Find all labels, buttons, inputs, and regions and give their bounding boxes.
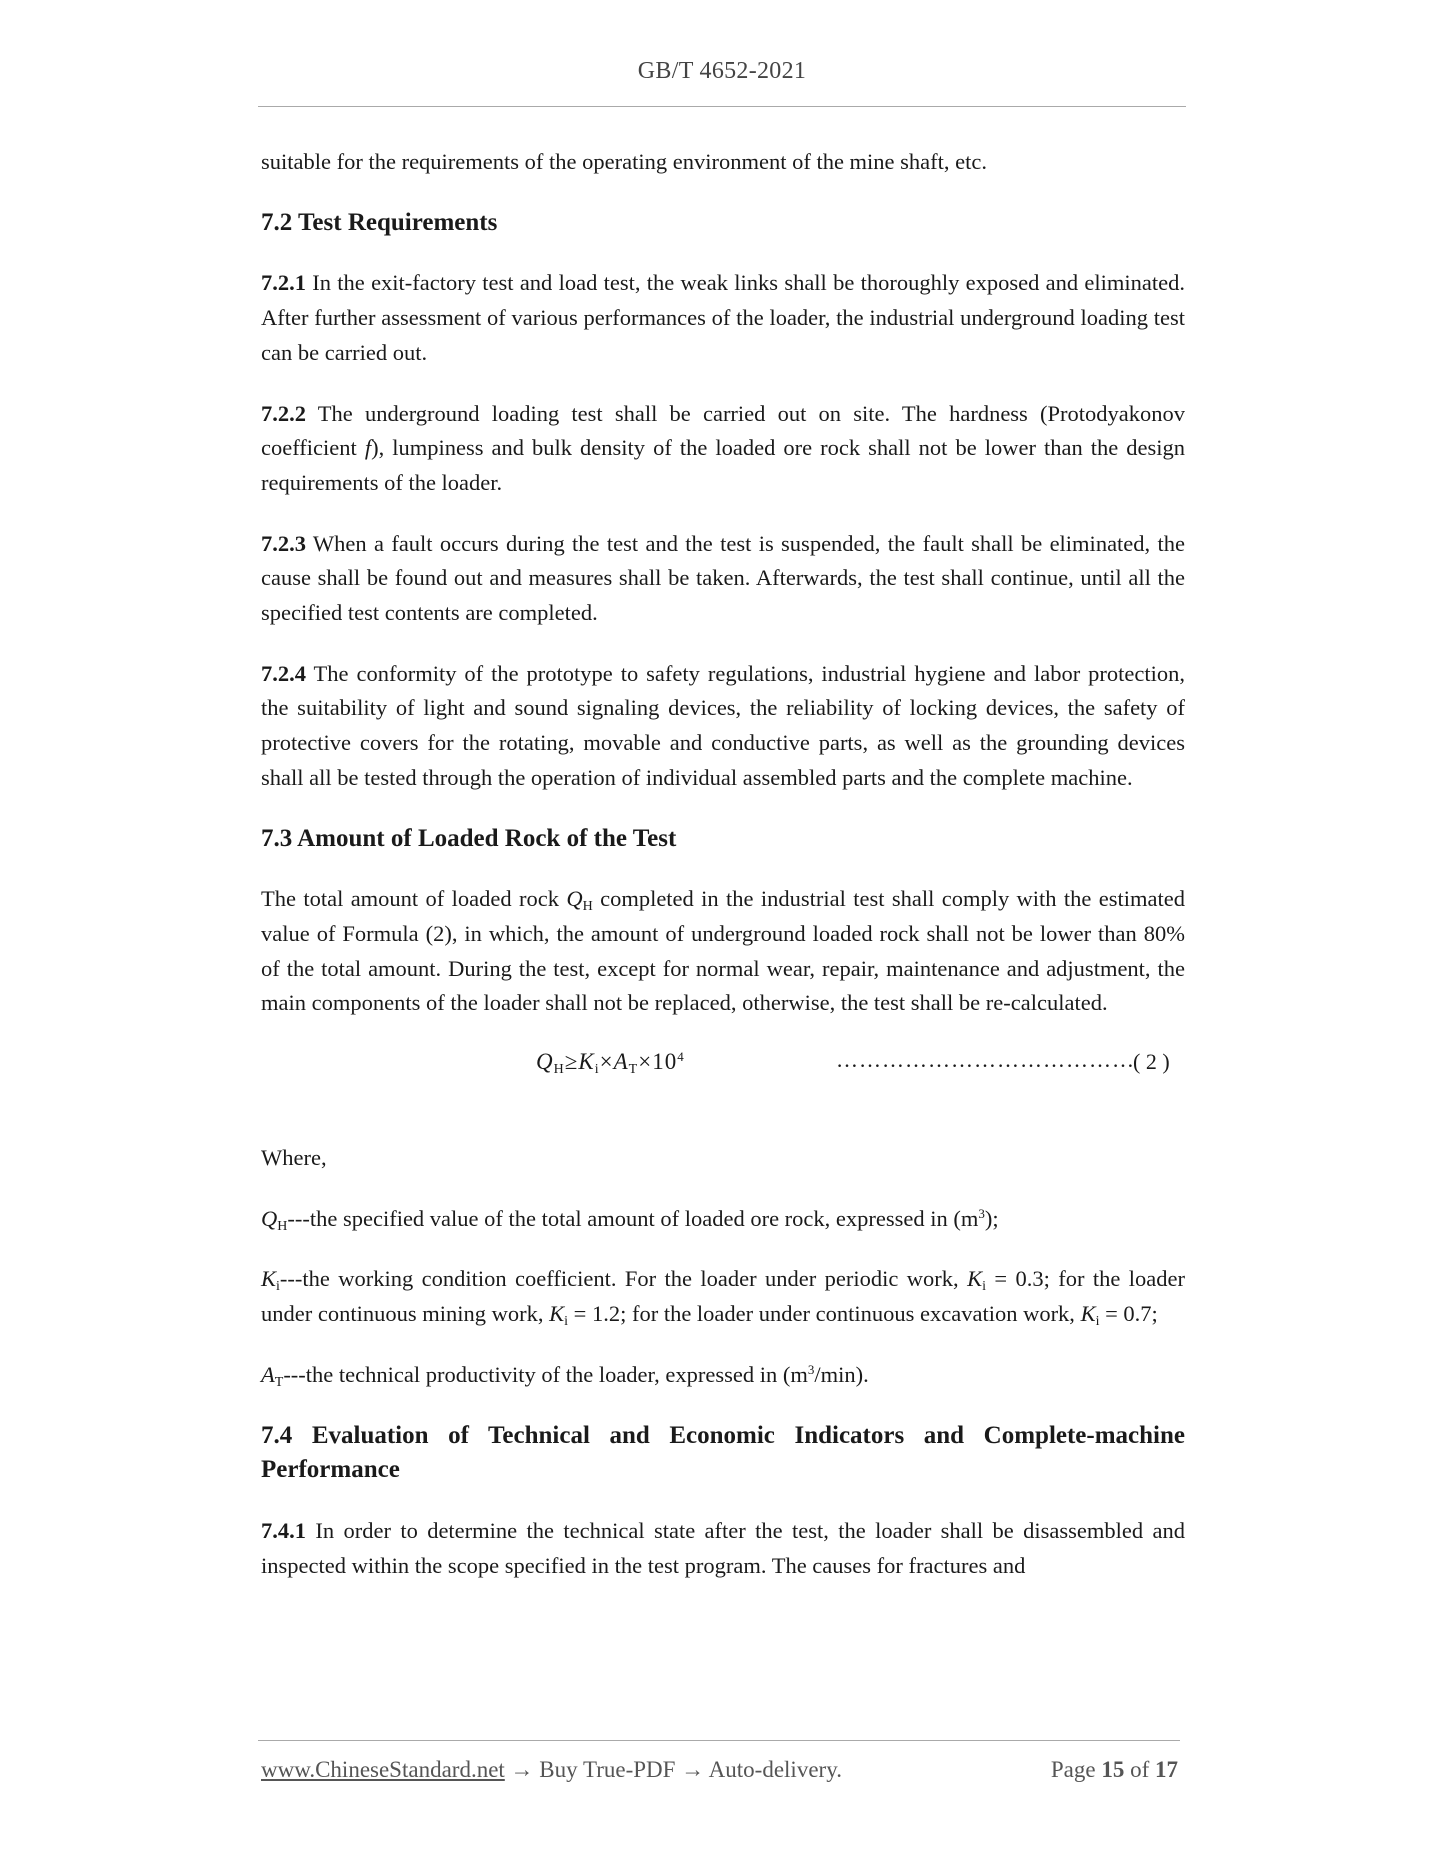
clause-text: In order to determine the technical state after the test, the loader shall be disassembled and inspected within the scope specified in the test program. The causes for fractures and bbox=[261, 1517, 1185, 1578]
section-7-3-paragraph bbox=[261, 882, 1185, 1021]
superscript: 3 bbox=[978, 1205, 985, 1221]
paragraph-text: completed in the industrial test shall comply with the estimated value of Formula (2), in which, the amount of underground loaded rock shall not be lower than 80% of the total amount. During the test, except for normal wear, repair, maintenance and adjustment, the main components of the loader shall not be replaced, otherwise, the test shall be re-calculated. bbox=[261, 886, 1185, 1016]
clause-text: In the exit-factory test and load test, the weak links shall be thoroughly exposed and eliminated. After further assessment of various performances of the loader, the industrial underground loading test can be carried out. bbox=[261, 270, 1185, 365]
clause-number: 7.2.4 bbox=[261, 660, 306, 686]
formula-operator: × bbox=[599, 1049, 614, 1075]
italic-symbol: K bbox=[549, 1301, 565, 1327]
formula-expression bbox=[536, 1049, 685, 1078]
footer-promo bbox=[261, 1757, 842, 1783]
definition-text: = 0.3; for the loader under continuous mining work, bbox=[261, 1266, 1185, 1327]
definition-text: ---the technical productivity of the loader, expressed in (m bbox=[283, 1361, 808, 1387]
subscript: T bbox=[628, 1062, 639, 1078]
subscript: i bbox=[1095, 1314, 1100, 1330]
footer-divider bbox=[258, 1740, 1180, 1741]
italic-symbol: K bbox=[967, 1266, 983, 1292]
where-label: Where, bbox=[261, 1145, 327, 1171]
subscript: H bbox=[553, 1062, 565, 1078]
superscript: 4 bbox=[677, 1049, 685, 1065]
definition-a bbox=[261, 1358, 1185, 1393]
document-body bbox=[261, 145, 1185, 1583]
clause-number: 7.2.1 bbox=[261, 270, 306, 296]
definition-text: ---the specified value of the total amount of loaded ore rock, expressed in (m bbox=[287, 1205, 979, 1231]
subscript: H bbox=[582, 899, 593, 915]
arrow-icon: → bbox=[675, 1757, 709, 1782]
header-divider bbox=[258, 106, 1186, 107]
definition-text: ); bbox=[984, 1205, 999, 1231]
arrow-icon: → bbox=[504, 1757, 540, 1782]
subscript: i bbox=[276, 1279, 280, 1295]
italic-symbol: Q bbox=[261, 1205, 278, 1231]
clause-number: 7.2.2 bbox=[261, 400, 306, 426]
formula-operator: ≥ bbox=[564, 1049, 579, 1075]
formula-leader-dots: ………………………………… bbox=[836, 1047, 1135, 1073]
clause-text: The conformity of the prototype to safety regulations, industrial hygiene and labor protection, the suitability of light and sound signaling devices, the reliability of locking devices, the safety of protective covers for the rotating, movable and conductive parts, as well as the grounding devices shall all be tested through the operation of individual assembled parts and the complete machine. bbox=[261, 660, 1185, 790]
clause-7-2-1 bbox=[261, 266, 1185, 370]
clause-7-2-3 bbox=[261, 527, 1185, 631]
formula-2 bbox=[261, 1045, 1185, 1105]
definition-text: /min). bbox=[814, 1361, 869, 1387]
definition-k bbox=[261, 1262, 1185, 1331]
auto-delivery-text: Auto-delivery. bbox=[708, 1757, 842, 1782]
total-pages-number: 17 bbox=[1155, 1757, 1178, 1782]
page-indicator bbox=[1051, 1757, 1178, 1783]
section-heading-7-4: 7.4 Evaluation of Technical and Economic Indicators and Complete-machine Performance bbox=[261, 1421, 1185, 1484]
definition-text: = 0.7; bbox=[1099, 1301, 1158, 1327]
subscript: i bbox=[982, 1279, 986, 1295]
subscript: H bbox=[277, 1218, 288, 1234]
page-label: Page bbox=[1050, 1757, 1102, 1782]
italic-symbol: f bbox=[364, 435, 372, 461]
section-heading-7-2: 7.2 Test Requirements bbox=[261, 208, 498, 236]
buy-pdf-text: Buy True-PDF bbox=[539, 1757, 676, 1782]
page-header: GB/T 4652-2021 bbox=[637, 58, 807, 84]
of-label: of bbox=[1124, 1757, 1155, 1782]
formula-symbol: K bbox=[578, 1049, 595, 1075]
clause-7-2-4 bbox=[261, 657, 1185, 796]
subscript: i bbox=[564, 1314, 569, 1330]
paragraph-text: The total amount of loaded rock bbox=[261, 886, 567, 912]
italic-symbol: A bbox=[261, 1361, 275, 1387]
clause-text: ), lumpiness and bulk density of the loaded ore rock shall not be lower than the design requirements of the loader. bbox=[261, 435, 1185, 495]
italic-symbol: Q bbox=[566, 886, 583, 912]
italic-symbol: K bbox=[261, 1266, 277, 1292]
clause-7-2-2 bbox=[261, 397, 1185, 501]
section-heading-7-3: 7.3 Amount of Loaded Rock of the Test bbox=[261, 824, 677, 852]
superscript: 3 bbox=[807, 1361, 815, 1377]
website-link[interactable]: www.ChineseStandard.net bbox=[261, 1757, 505, 1782]
clause-number: 7.4.1 bbox=[261, 1517, 306, 1543]
definition-q bbox=[261, 1202, 1185, 1237]
clause-text: When a fault occurs during the test and the test is suspended, the fault shall be eliminated, the cause shall be found out and measures shall be taken. Afterwards, the test shall continue, until all the specified test contents are completed. bbox=[261, 530, 1185, 626]
formula-number: ( 2 ) bbox=[1133, 1049, 1170, 1075]
current-page-number: 15 bbox=[1101, 1757, 1125, 1782]
clause-text: The underground loading test shall be carried out on site. The hardness (Protodyakonov coefficient bbox=[261, 400, 1185, 461]
formula-operator: ×10 bbox=[638, 1049, 678, 1075]
subscript: i bbox=[594, 1062, 600, 1078]
definition-text: ---the working condition coefficient. For the loader under periodic work, bbox=[279, 1266, 968, 1292]
clause-number: 7.2.3 bbox=[261, 530, 306, 556]
intro-paragraph: suitable for the requirements of the operating environment of the mine shaft, etc. bbox=[261, 149, 988, 174]
definition-text: = 1.2; for the loader under continuous excavation work, bbox=[568, 1301, 1081, 1327]
subscript: T bbox=[274, 1374, 284, 1390]
clause-7-4-1 bbox=[261, 1514, 1185, 1583]
italic-symbol: K bbox=[1080, 1301, 1096, 1327]
formula-symbol: A bbox=[613, 1049, 629, 1075]
formula-symbol: Q bbox=[536, 1049, 554, 1075]
